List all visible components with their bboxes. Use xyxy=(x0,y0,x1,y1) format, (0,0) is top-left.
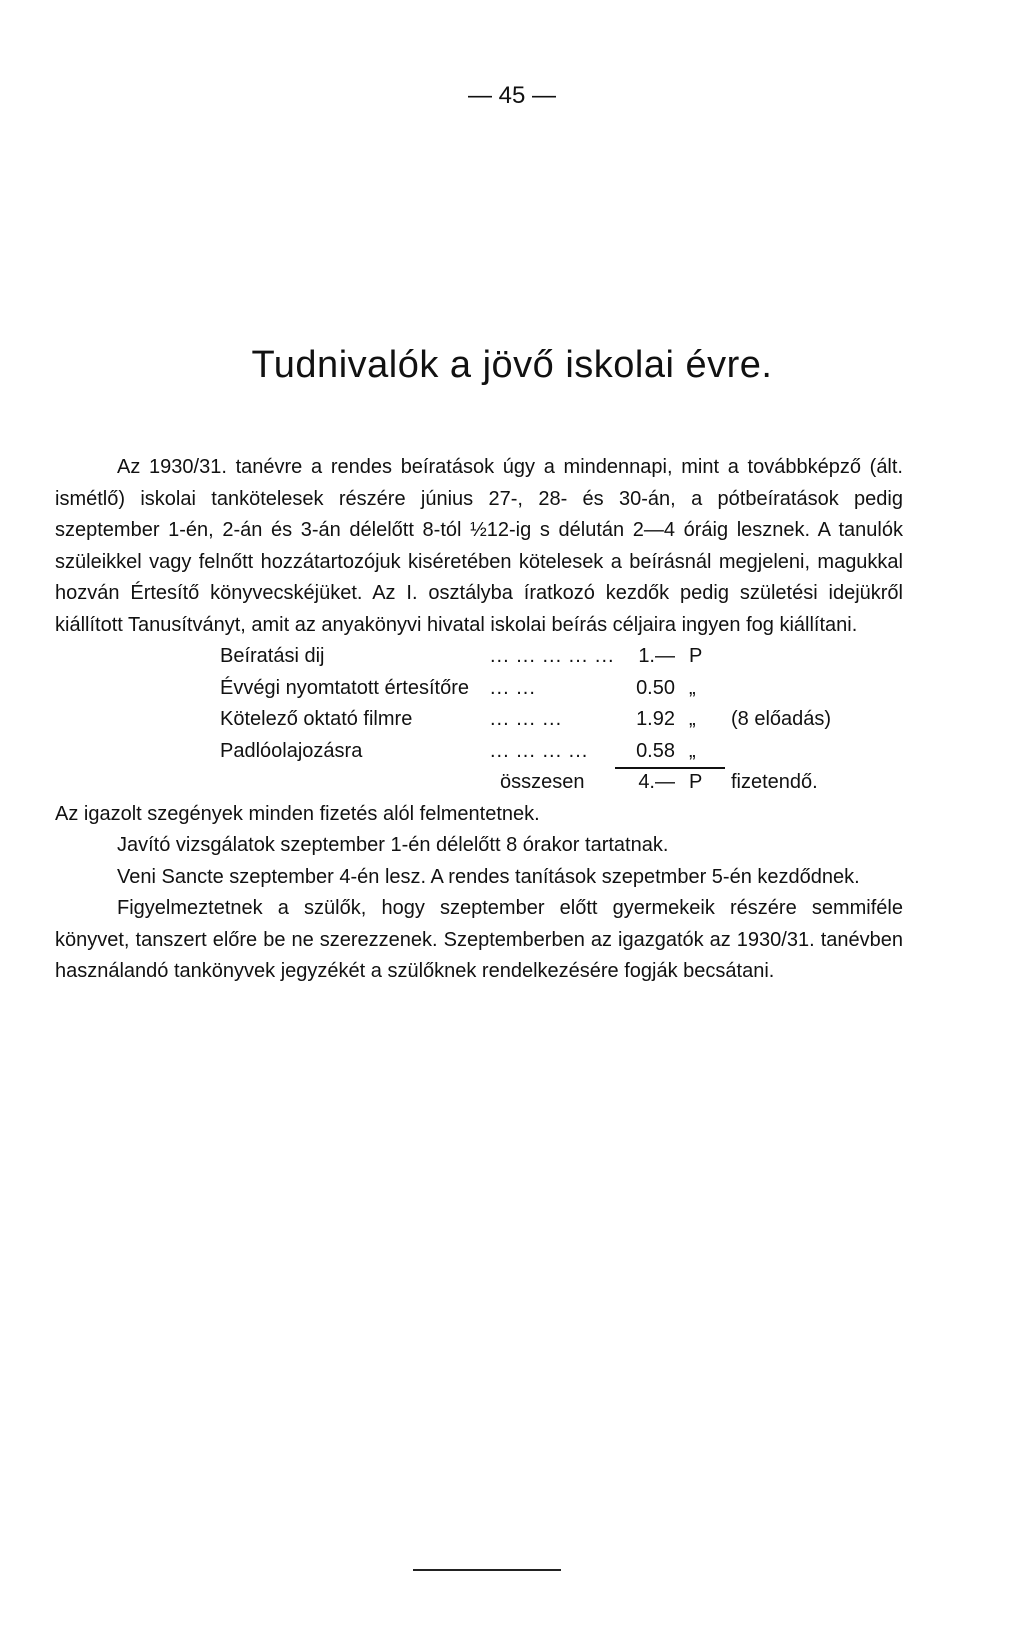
fee-row xyxy=(220,736,903,768)
total-label: összesen xyxy=(500,771,585,793)
fee-unit: „ xyxy=(689,708,696,730)
page-number: — 45 — xyxy=(467,82,557,109)
fee-unit: „ xyxy=(675,736,725,770)
total-note: fizetendő. xyxy=(731,771,818,793)
fee-row xyxy=(220,704,903,736)
fee-amount: 1.92 xyxy=(636,708,675,730)
paragraph-exams: Javító vizsgálatok szeptember 1-én délelőtt 8 órakor tartatnak. xyxy=(117,834,669,856)
paragraph-veni: Veni Sancte szeptember 4-én lesz. A rendes tanítások szepetmber 5-én kezdődnek. xyxy=(117,865,860,888)
fee-label: Kötelező oktató filmre xyxy=(220,708,413,730)
fee-dots: ... ... xyxy=(490,676,536,699)
fee-amount: 1.— xyxy=(638,645,675,667)
fee-row xyxy=(220,641,903,673)
fee-unit: P xyxy=(689,645,703,667)
fee-dots: ... ... ... ... ... xyxy=(490,645,615,667)
fee-list xyxy=(55,641,903,799)
fee-label: Évvégi nyomtatott értesítőre xyxy=(220,676,470,699)
fee-label: Padlóolajozásra xyxy=(220,739,363,762)
fee-row xyxy=(220,673,903,705)
footer-rule xyxy=(413,1569,561,1571)
fee-dots: ... ... ... xyxy=(490,708,563,730)
total-amount: 4.— xyxy=(638,771,675,793)
page-title: Tudnivalók a jövő iskolai évre. xyxy=(251,344,773,386)
fee-unit: „ xyxy=(689,676,696,699)
paragraph-warning: Figyelmeztetnek a szülők, hogy szeptember előtt gyermekeik részére semmiféle könyvet, tanszert előre be ne szerezzenek. Szeptemberben az igazgatók az 1930/31. tanévben használandó tankönyvek jegyzékét a szülőknek rendelkezésére fogják becsátani. xyxy=(55,897,903,982)
fee-label: Beíratási dij xyxy=(220,645,325,667)
total-unit: P xyxy=(689,771,703,793)
fee-amount: 0.58 xyxy=(615,736,675,770)
paragraph-intro: Az 1930/31. tanévre a rendes beíratások úgy a mindennapi, mint a továbbképző (ált. ismétlő) iskolai tankötelesek részére június 27-, 28- és 30-án, a pótbeíratások pedig szeptember 1-én, 2-án és 3-án délelőtt 8-tól ½12-ig s délután 2—4 óráig lesznek. A tanulók szüleikkel vagy felnőtt hozzátartozójuk kiséretében kötelesek a beírásnál megjeleni, magukkal hozván Értesítő könyvecskéjüket. Az I. osztályba íratkozó kezdők pedig születési idejükről kiállított Tanusítványt, amit az anyakönyvi hivatal iskolai beírás céljaira ingyen fog kiállítani. xyxy=(55,456,903,636)
fee-dots: ... ... ... ... xyxy=(490,739,589,762)
fee-total-row xyxy=(220,767,903,799)
paragraph-exempt: Az igazolt szegények minden fizetés alól felmentetnek. xyxy=(55,802,540,825)
fee-note: (8 előadás) xyxy=(731,708,832,730)
fee-amount: 0.50 xyxy=(636,676,675,699)
document-body xyxy=(55,452,903,988)
